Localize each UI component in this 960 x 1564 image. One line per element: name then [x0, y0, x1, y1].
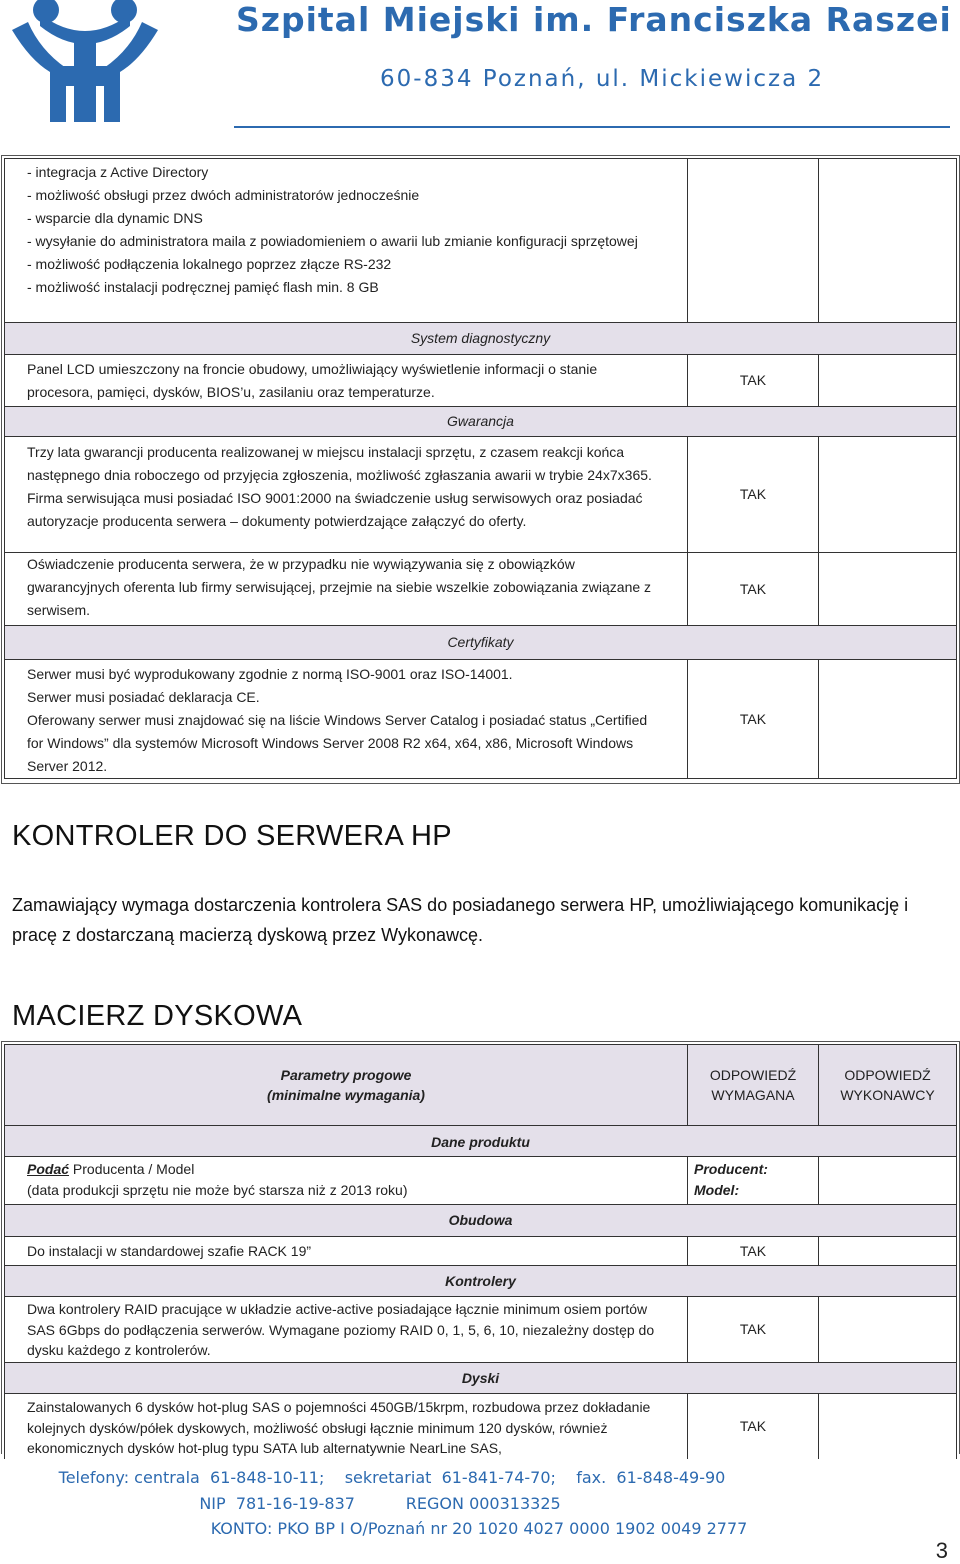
- section-row: [5, 1363, 957, 1394]
- requirement-cell: [5, 660, 688, 779]
- col-header-contractor-line1: ODPOWIEDŹ: [844, 1067, 931, 1083]
- list-item: - możliwość podłączenia lokalnego poprzez złącze RS-232: [27, 256, 392, 272]
- required-answer-cell: [688, 1157, 819, 1205]
- contractor-answer-cell[interactable]: [819, 553, 957, 626]
- section-title: Gwarancja: [5, 407, 957, 437]
- section-title: Dane produktu: [5, 1126, 957, 1157]
- page-number: 3: [935, 1538, 948, 1563]
- required-answer-cell: TAK: [688, 1394, 819, 1459]
- product-line: [27, 1159, 665, 1180]
- hospital-name: Szpital Miejski im. Franciszka Raszei: [236, 0, 952, 39]
- required-answer-cell: TAK: [688, 437, 819, 553]
- section-row: [5, 1205, 957, 1237]
- table-row: [5, 437, 957, 553]
- contractor-answer-cell[interactable]: [819, 660, 957, 779]
- hp-controller-text: Zamawiający wymaga dostarczenia kontrolera SAS do posiadanego serwera HP, umożliwiającego komunikację i pracę z dostarczaną macierzą dyskową przez Wykonawcę.: [12, 895, 909, 945]
- requirement-text: Serwer musi być wyprodukowany zgodnie z normą ISO-9001 oraz ISO-14001.: [27, 666, 513, 682]
- required-answer-cell: TAK: [688, 1237, 819, 1266]
- requirement-cell: Do instalacji w standardowej szafie RACK 19”: [5, 1237, 688, 1266]
- requirement-cell: [5, 355, 688, 407]
- section-title: Dyski: [5, 1363, 957, 1394]
- list-item: - możliwość instalacji podręcznej pamięć flash min. 8 GB: [27, 279, 379, 295]
- contractor-answer-cell[interactable]: [819, 1394, 957, 1459]
- list-item: - wsparcie dla dynamic DNS: [27, 210, 203, 226]
- list-item: - możliwość obsługi przez dwóch administratorów jednocześnie: [27, 187, 420, 203]
- table-row: [5, 553, 957, 626]
- footer-phones: Telefony: centrala 61-848-10-11; sekretariat 61-841-74-70; fax. 61-848-49-90: [58, 1468, 726, 1487]
- model-label: Model:: [694, 1182, 740, 1198]
- header-divider: [234, 126, 950, 128]
- requirement-cell: [5, 437, 688, 553]
- requirement-cell: [5, 553, 688, 626]
- col-header-required: [688, 1045, 819, 1126]
- requirement-text: Oferowany serwer musi znajdować się na liście Windows Server Catalog i posiadać status „Certified for Windows” dla systemów Microsoft Windows Server 2008 R2 x64, x64, x86, Microsoft Windows Server 2012.: [27, 712, 648, 774]
- product-bold: Podać: [27, 1161, 70, 1177]
- required-answer-cell: TAK: [688, 660, 819, 779]
- table-row: [5, 159, 957, 323]
- section-row: [5, 407, 957, 437]
- required-answer-cell: TAK: [688, 1297, 819, 1363]
- required-answer-cell: [688, 159, 819, 323]
- requirement-cell: [5, 1157, 688, 1205]
- hospital-address: 60-834 Poznań, ul. Mickiewicza 2: [380, 66, 825, 92]
- section-row: [5, 1126, 957, 1157]
- col-header-params-line1: Parametry progowe: [280, 1067, 412, 1083]
- table-header-row: [5, 1045, 957, 1126]
- col-header-required-line1: ODPOWIEDŹ: [709, 1067, 797, 1083]
- col-header-contractor: [819, 1045, 957, 1126]
- table-row: [5, 660, 957, 779]
- col-header-required-line2: WYMAGANA: [711, 1087, 795, 1103]
- col-header-contractor-line2: WYKONAWCY: [840, 1087, 935, 1103]
- section-row: [5, 323, 957, 355]
- section-title: System diagnostyczny: [5, 323, 957, 355]
- section-row: [5, 1266, 957, 1297]
- footer-bank-account: KONTO: PKO BP I O/Poznań nr 20 1020 4027 0000 1902 0049 2777: [210, 1519, 748, 1538]
- table-row: [5, 1394, 957, 1459]
- list-item: - wysyłanie do administratora maila z powiadomieniem o awarii lub zmianie konfiguracji sprzętowej: [27, 233, 638, 249]
- requirement-cell: Dwa kontrolery RAID pracujące w układzie active-active posiadające łącznie minimum osiem portów SAS 6Gbps do podłączenia serwerów. Wymagane poziomy RAID 0, 1, 5, 6, 10, niezależny dostęp do dysku każdego z kontrolerów.: [5, 1297, 688, 1363]
- requirement-cell: [5, 159, 688, 323]
- requirement-text: Serwer musi posiadać deklaracja CE.: [27, 689, 260, 705]
- heading-disk-array: MACIERZ DYSKOWA: [12, 1000, 303, 1032]
- col-header-params: [5, 1045, 688, 1126]
- list-item: - integracja z Active Directory: [27, 164, 209, 180]
- contractor-answer-cell[interactable]: [819, 437, 957, 553]
- producer-label: Producent:: [694, 1161, 768, 1177]
- server-requirements-table: [4, 158, 957, 779]
- contractor-answer-cell[interactable]: [819, 1157, 957, 1205]
- requirement-text: Oświadczenie producenta serwera, że w przypadku nie wywiązywania się z obowiązków gwarancyjnych oferenta lub firmy serwisującej, przejmie na siebie wszelkie zobowiązania związane z serwisem.: [27, 556, 652, 618]
- section-title: Kontrolery: [5, 1266, 957, 1297]
- section-title: Certyfikaty: [5, 626, 957, 660]
- table-row: [5, 1297, 957, 1363]
- contractor-answer-cell[interactable]: [819, 1297, 957, 1363]
- table-row: [5, 1237, 957, 1266]
- contractor-answer-cell[interactable]: [819, 355, 957, 407]
- heading-hp-controller: KONTROLER DO SERWERA HP: [12, 820, 452, 852]
- product-rest: Producenta / Model: [69, 1161, 195, 1177]
- hospital-logo-icon: [10, 0, 160, 122]
- requirement-cell: Zainstalowanych 6 dysków hot-plug SAS o pojemności 450GB/15krpm, rozbudowa przez dokładanie kolejnych dysków/półek dyskowych, możliwość obsługi łącznie minimum 120 dysków, również ekonomicznych dysków hot-plug typu SATA lub alternatywnie NearLine SAS,: [5, 1394, 688, 1459]
- contractor-answer-cell[interactable]: [819, 1237, 957, 1266]
- required-answer-cell: TAK: [688, 553, 819, 626]
- contractor-answer-cell[interactable]: [819, 159, 957, 323]
- table-row: [5, 1157, 957, 1205]
- required-answer-cell: TAK: [688, 355, 819, 407]
- requirement-text: Trzy lata gwarancji producenta realizowanej w miejscu instalacji sprzętu, z czasem reakcji końca następnego dnia roboczego od przyjęcia zgłoszenia, możliwość zgłaszania awarii w trybie 24x7x365.: [27, 444, 652, 483]
- col-header-params-line2: (minimalne wymagania): [267, 1087, 425, 1103]
- requirement-text: Firma serwisująca musi posiadać ISO 9001:2000 na świadczenie usług serwisowych oraz posiadać autoryzacje producenta serwera – dokumenty potwierdzające załączyć do oferty.: [27, 490, 643, 529]
- section-title: Obudowa: [5, 1205, 957, 1237]
- requirement-text: Panel LCD umieszczony na froncie obudowy, umożliwiający wyświetlenie informacji o stanie procesora, pamięci, dysków, BIOS’u, zasilaniu oraz temperaturze.: [27, 361, 598, 400]
- table-row: [5, 355, 957, 407]
- footer-tax-ids: NIP 781-16-19-837 REGON 000313325: [199, 1494, 561, 1513]
- disk-array-table: [4, 1044, 957, 1459]
- product-note: (data produkcji sprzętu nie może być starsza niż z 2013 roku): [27, 1182, 408, 1198]
- section-row: [5, 626, 957, 660]
